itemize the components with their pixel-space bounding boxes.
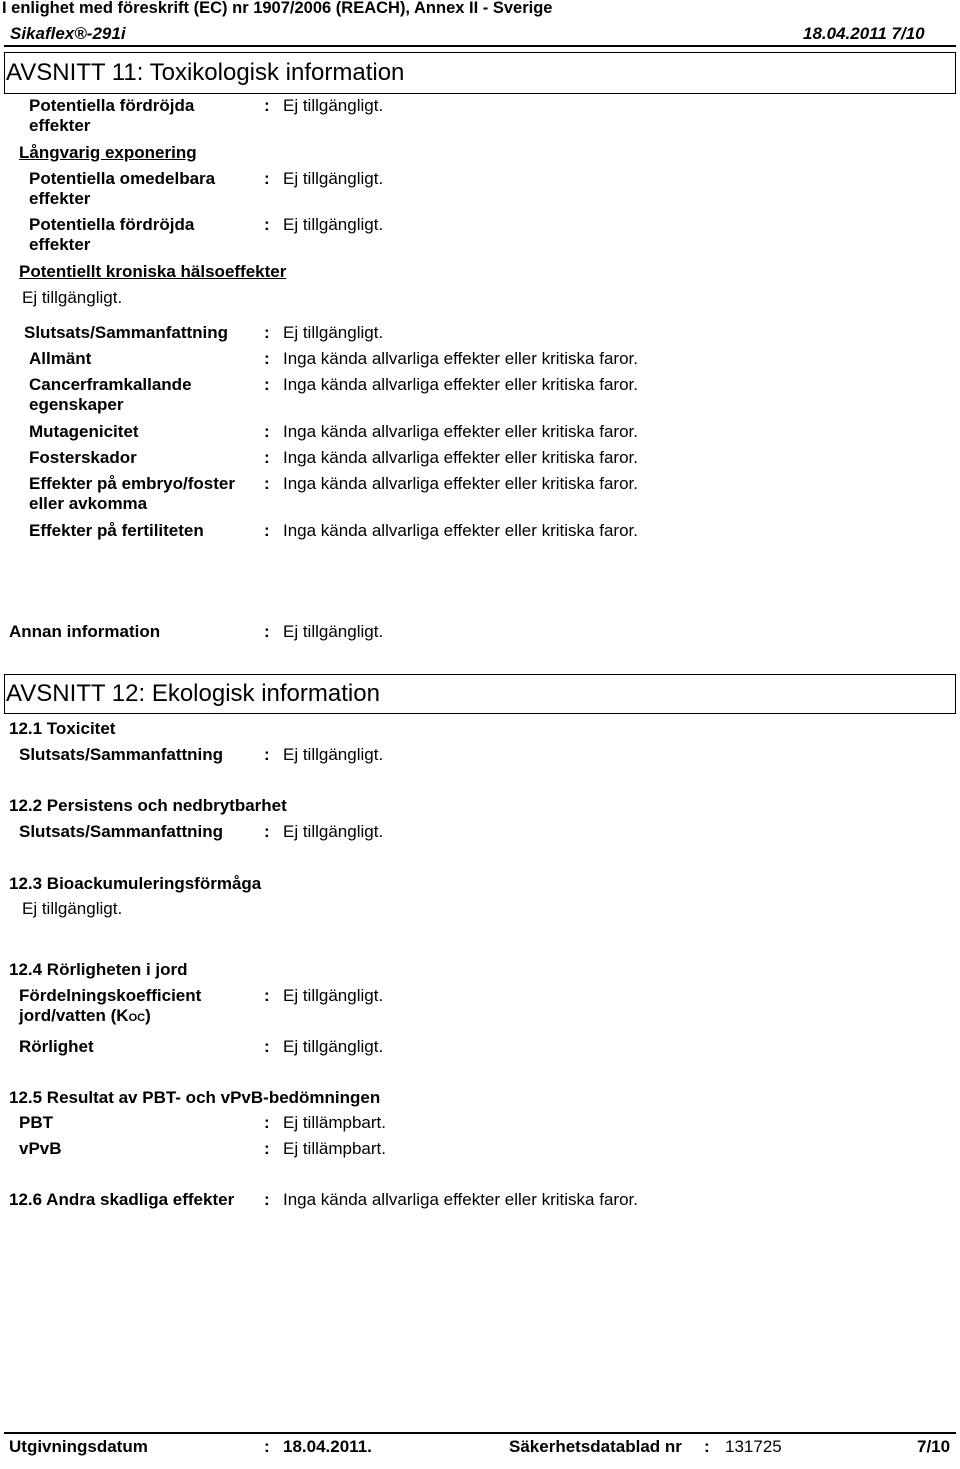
colon: : <box>264 422 270 441</box>
chronic-value: Ej tillgängligt. <box>22 288 123 307</box>
colon: : <box>264 375 270 394</box>
chronic-heading: Potentiellt kroniska hälsoeffekter <box>19 262 287 281</box>
colon: : <box>704 1437 710 1456</box>
subsection-heading: 12.3 Bioackumuleringsförmåga <box>9 874 262 893</box>
koc-subscript: OC <box>128 1012 146 1024</box>
field-label: Fosterskador <box>29 448 137 467</box>
field-value: Ej tillgängligt. <box>283 822 384 841</box>
field-label: Potentiella fördröjda effekter <box>29 96 195 135</box>
regulation-header: I enlighet med föreskrift (EC) nr 1907/2006 (REACH), Annex II - Sverige <box>2 0 553 17</box>
section-11-title: AVSNITT 11: Toxikologisk information <box>6 59 405 86</box>
issue-date-value: 18.04.2011. <box>283 1437 372 1456</box>
footer-rule <box>4 1432 956 1434</box>
subsection-heading: 12.4 Rörligheten i jord <box>9 960 188 979</box>
product-name: Sikaflex®-291i <box>10 24 126 43</box>
sds-number-value: 131725 <box>725 1437 782 1456</box>
long-exposure-heading: Långvarig exponering <box>19 143 197 162</box>
koc-label-line1: Fördelningskoefficient <box>19 986 202 1005</box>
field-label: Potentiella fördröjda effekter <box>29 215 195 254</box>
field-value: Ej tillgängligt. <box>283 169 384 188</box>
field-label: Mutagenicitet <box>29 422 139 441</box>
colon: : <box>264 448 270 467</box>
other-info-value: Ej tillgängligt. <box>283 622 384 641</box>
field-value: Ej tillgängligt. <box>22 899 123 918</box>
colon: : <box>264 1037 270 1056</box>
colon: : <box>264 349 270 368</box>
field-value: Ej tillgängligt. <box>283 323 384 342</box>
field-value: Inga kända allvarliga effekter eller kritiska faror. <box>283 375 638 394</box>
field-label: vPvB <box>19 1139 62 1158</box>
subsection-heading: 12.6 Andra skadliga effekter <box>9 1190 235 1209</box>
colon: : <box>264 822 270 841</box>
other-info-label: Annan information <box>9 622 161 641</box>
field-value: Ej tillämpbart. <box>283 1113 386 1132</box>
field-value: Ej tillgängligt. <box>283 215 384 234</box>
colon: : <box>264 474 270 493</box>
field-label: Rörlighet <box>19 1037 94 1056</box>
colon: : <box>264 622 270 641</box>
field-label: Effekter på fertiliteten <box>29 521 204 540</box>
field-value: Inga kända allvarliga effekter eller kritiska faror. <box>283 448 638 467</box>
colon: : <box>264 1139 270 1158</box>
field-label: Slutsats/Sammanfattning <box>19 822 224 841</box>
sds-number-label: Säkerhetsdatablad nr <box>509 1437 682 1456</box>
field-label: Effekter på embryo/foster eller avkomma <box>29 474 235 513</box>
field-value: Inga kända allvarliga effekter eller kritiska faror. <box>283 422 638 441</box>
field-value: Inga kända allvarliga effekter eller kritiska faror. <box>283 349 638 368</box>
koc-label <box>19 986 201 1028</box>
field-label: Slutsats/Sammanfattning <box>19 745 224 764</box>
colon: : <box>264 215 270 234</box>
field-value: Inga kända allvarliga effekter eller kritiska faror. <box>283 1190 638 1209</box>
date-page-header: 18.04.2011 7/10 <box>803 24 925 43</box>
koc-close: ) <box>145 1006 151 1025</box>
field-label: Allmänt <box>29 349 92 368</box>
colon: : <box>264 745 270 764</box>
colon: : <box>264 986 270 1005</box>
colon: : <box>264 1437 270 1456</box>
section-12-title: AVSNITT 12: Ekologisk information <box>6 680 380 707</box>
colon: : <box>264 169 270 188</box>
field-value: Ej tillämpbart. <box>283 1139 386 1158</box>
issue-date-label: Utgivningsdatum <box>9 1437 148 1456</box>
subsection-heading: 12.2 Persistens och nedbrytbarhet <box>9 796 287 815</box>
koc-label-line2: jord/vatten (K <box>19 1006 129 1025</box>
header-rule <box>4 45 956 47</box>
colon: : <box>264 1113 270 1132</box>
subsection-heading: 12.1 Toxicitet <box>9 719 116 738</box>
page-number: 7/10 <box>917 1437 951 1456</box>
field-label: PBT <box>19 1113 53 1132</box>
field-label: Slutsats/Sammanfattning <box>24 323 229 342</box>
colon: : <box>264 521 270 540</box>
field-value: Ej tillgängligt. <box>283 745 384 764</box>
field-value: Ej tillgängligt. <box>283 1037 384 1056</box>
colon: : <box>264 96 270 115</box>
colon: : <box>264 1190 270 1209</box>
field-label: Potentiella omedelbara effekter <box>29 169 216 208</box>
field-value: Ej tillgängligt. <box>283 986 384 1005</box>
field-value: Inga kända allvarliga effekter eller kritiska faror. <box>283 474 638 493</box>
colon: : <box>264 323 270 342</box>
field-label: Cancerframkallande egenskaper <box>29 375 192 414</box>
field-value: Ej tillgängligt. <box>283 96 384 115</box>
subsection-heading: 12.5 Resultat av PBT- och vPvB-bedömningen <box>9 1088 381 1107</box>
field-value: Inga kända allvarliga effekter eller kritiska faror. <box>283 521 638 540</box>
